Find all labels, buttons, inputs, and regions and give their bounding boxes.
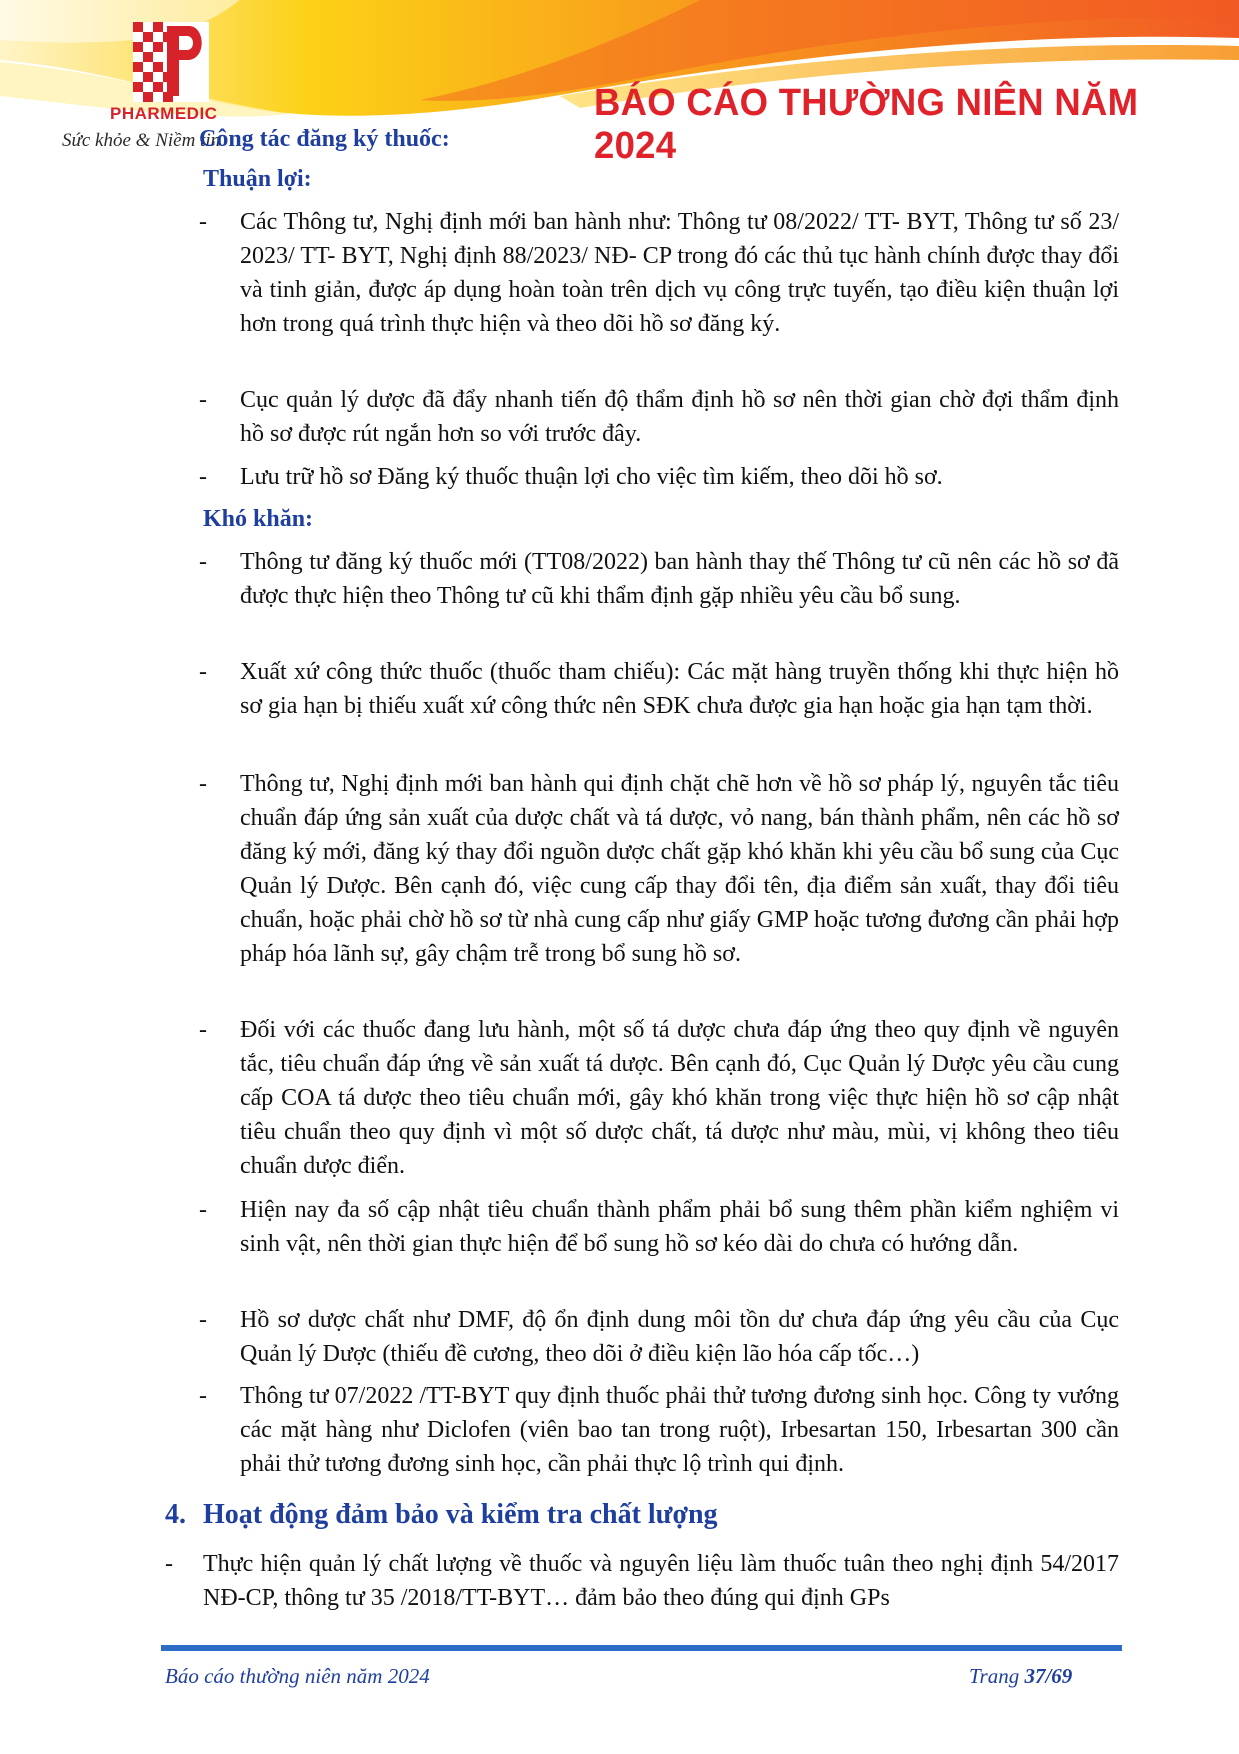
section-4-item bbox=[165, 1547, 1119, 1615]
list-dash: - bbox=[165, 1551, 173, 1577]
advantage-item bbox=[199, 460, 1119, 494]
footer-report-name: Báo cáo thường niên năm 2024 bbox=[165, 1664, 430, 1688]
advantage-text: Các Thông tư, Nghị định mới ban hành như: Thông tư 08/2022/ TT- BYT, Thông tư số 23/ 2023/ TT- BYT, Nghị định 88/2023/ NĐ- CP trong đó các thủ tục hành chính được thay đổi và tinh giản, được áp dụng hoàn toàn trên dịch vụ công trực tuyến, tạo điều kiện thuận lợi hơn trong quá trình thực hiện và theo dõi hồ sơ đăng ký. bbox=[240, 209, 1119, 337]
pharmedic-logo bbox=[133, 22, 209, 102]
advantage-item bbox=[199, 383, 1119, 451]
list-dash: - bbox=[199, 464, 207, 490]
list-dash: - bbox=[199, 209, 207, 235]
difficulty-text: Xuất xứ công thức thuốc (thuốc tham chiếu): Các mặt hàng truyền thống khi thực hiện hồ sơ gia hạn bị thiếu xuất xứ công thức nên SĐK chưa được gia hạn hoặc gia hạn tạm thời. bbox=[240, 659, 1119, 719]
footer-divider bbox=[161, 1645, 1122, 1651]
section-title: Công tác đăng ký thuốc: bbox=[199, 126, 450, 152]
list-dash: - bbox=[199, 1017, 207, 1043]
list-dash: - bbox=[199, 549, 207, 575]
list-dash: - bbox=[199, 1383, 207, 1409]
difficulties-heading: Khó khăn: bbox=[203, 506, 314, 532]
difficulty-text: Hiện nay đa số cập nhật tiêu chuẩn thành phẩm phải bổ sung thêm phần kiểm nghiệm vi sinh vật, nên thời gian thực hiện để bổ sung hồ sơ kéo dài do chưa có hướng dẫn. bbox=[240, 1197, 1119, 1257]
difficulty-text: Thông tư đăng ký thuốc mới (TT08/2022) ban hành thay thế Thông tư cũ nên các hồ sơ đã được thực hiện theo Thông tư cũ khi thẩm định gặp nhiều yêu cầu bổ sung. bbox=[240, 549, 1119, 609]
list-dash: - bbox=[199, 1307, 207, 1333]
difficulty-text: Hồ sơ dược chất như DMF, độ ổn định dung môi tồn dư chưa đáp ứng yêu cầu của Cục Quản lý Dược (thiếu đề cương, theo dõi ở điều kiện lão hóa cấp tốc…) bbox=[240, 1307, 1119, 1367]
pharmedic-logo-icon bbox=[133, 22, 209, 102]
section-4-text: Thực hiện quản lý chất lượng về thuốc và nguyên liệu làm thuốc tuân theo nghị định 54/2017 NĐ-CP, thông tư 35 /2018/TT-BYT… đảm bảo theo đúng qui định GPs bbox=[203, 1551, 1119, 1611]
list-dash: - bbox=[199, 387, 207, 413]
advantage-text: Cục quản lý dược đã đẩy nhanh tiến độ thẩm định hồ sơ nên thời gian chờ đợi thẩm định hồ sơ được rút ngắn hơn so với trước đây. bbox=[240, 387, 1119, 447]
advantage-item bbox=[199, 205, 1119, 341]
difficulty-text: Thông tư, Nghị định mới ban hành qui định chặt chẽ hơn về hồ sơ pháp lý, nguyên tắc tiêu chuẩn đáp ứng sản xuất của dược chất và tá dược, vỏ nang, bán thành phẩm, nên các hồ sơ đăng ký mới, đăng ký thay đổi nguồn dược chất gặp khó khăn khi yêu cầu bổ sung của Cục Quản lý Dược. Bên cạnh đó, việc cung cấp thay đổi tên, địa điểm sản xuất, thay đổi tiêu chuẩn, hoặc phải chờ hồ sơ từ nhà cung cấp như giấy GMP hoặc tương đương cần phải hợp pháp hóa lãnh sự, gây chậm trễ trong bổ sung hồ sơ. bbox=[240, 771, 1119, 967]
list-dash: - bbox=[199, 659, 207, 685]
footer-page-indicator bbox=[969, 1664, 1072, 1689]
advantages-heading: Thuận lợi: bbox=[203, 166, 312, 192]
difficulty-item bbox=[199, 1013, 1119, 1183]
page-header bbox=[0, 0, 1239, 167]
section-4-title: Hoạt động đảm bảo và kiểm tra chất lượng bbox=[203, 1499, 718, 1530]
difficulty-item bbox=[199, 545, 1119, 613]
difficulty-item bbox=[199, 767, 1119, 971]
section-4-number: 4. bbox=[165, 1499, 186, 1530]
difficulty-item bbox=[199, 1193, 1119, 1261]
footer-page-label: Trang bbox=[969, 1664, 1020, 1688]
difficulty-text: Thông tư 07/2022 /TT-BYT quy định thuốc phải thử tương đương sinh học. Công ty vướng các mặt hàng như Diclofen (viên bao tan trong ruột), Irbesartan 150, Irbesartan 300 cần phải thử tương đương sinh học, cần phải thực lộ trình qui định. bbox=[240, 1383, 1119, 1477]
footer-page-number: 37/69 bbox=[1024, 1664, 1073, 1688]
advantage-text: Lưu trữ hồ sơ Đăng ký thuốc thuận lợi cho việc tìm kiếm, theo dõi hồ sơ. bbox=[240, 464, 943, 490]
difficulty-text: Đối với các thuốc đang lưu hành, một số tá dược chưa đáp ứng theo quy định về nguyên tắc, tiêu chuẩn đáp ứng về sản xuất tá dược. Bên cạnh đó, Cục Quản lý Dược yêu cầu cung cấp COA tá dược theo tiêu chuẩn mới, gây khó khăn trong việc thực hiện hồ sơ cập nhật tiêu chuẩn theo quy định vì một số dược chất, tá dược như màu, mùi, vị không theo tiêu chuẩn dược điển. bbox=[240, 1017, 1119, 1179]
difficulty-item bbox=[199, 655, 1119, 723]
difficulty-item bbox=[199, 1379, 1119, 1481]
report-title: BÁO CÁO THƯỜNG NIÊN NĂM 2024 bbox=[594, 82, 1139, 167]
list-dash: - bbox=[199, 1197, 207, 1223]
list-dash: - bbox=[199, 771, 207, 797]
brand-name: PHARMEDIC bbox=[110, 104, 218, 123]
difficulty-item bbox=[199, 1303, 1119, 1371]
brand-slogan: Sức khỏe & Niềm tin bbox=[62, 130, 221, 151]
section-4-heading bbox=[165, 1499, 718, 1531]
